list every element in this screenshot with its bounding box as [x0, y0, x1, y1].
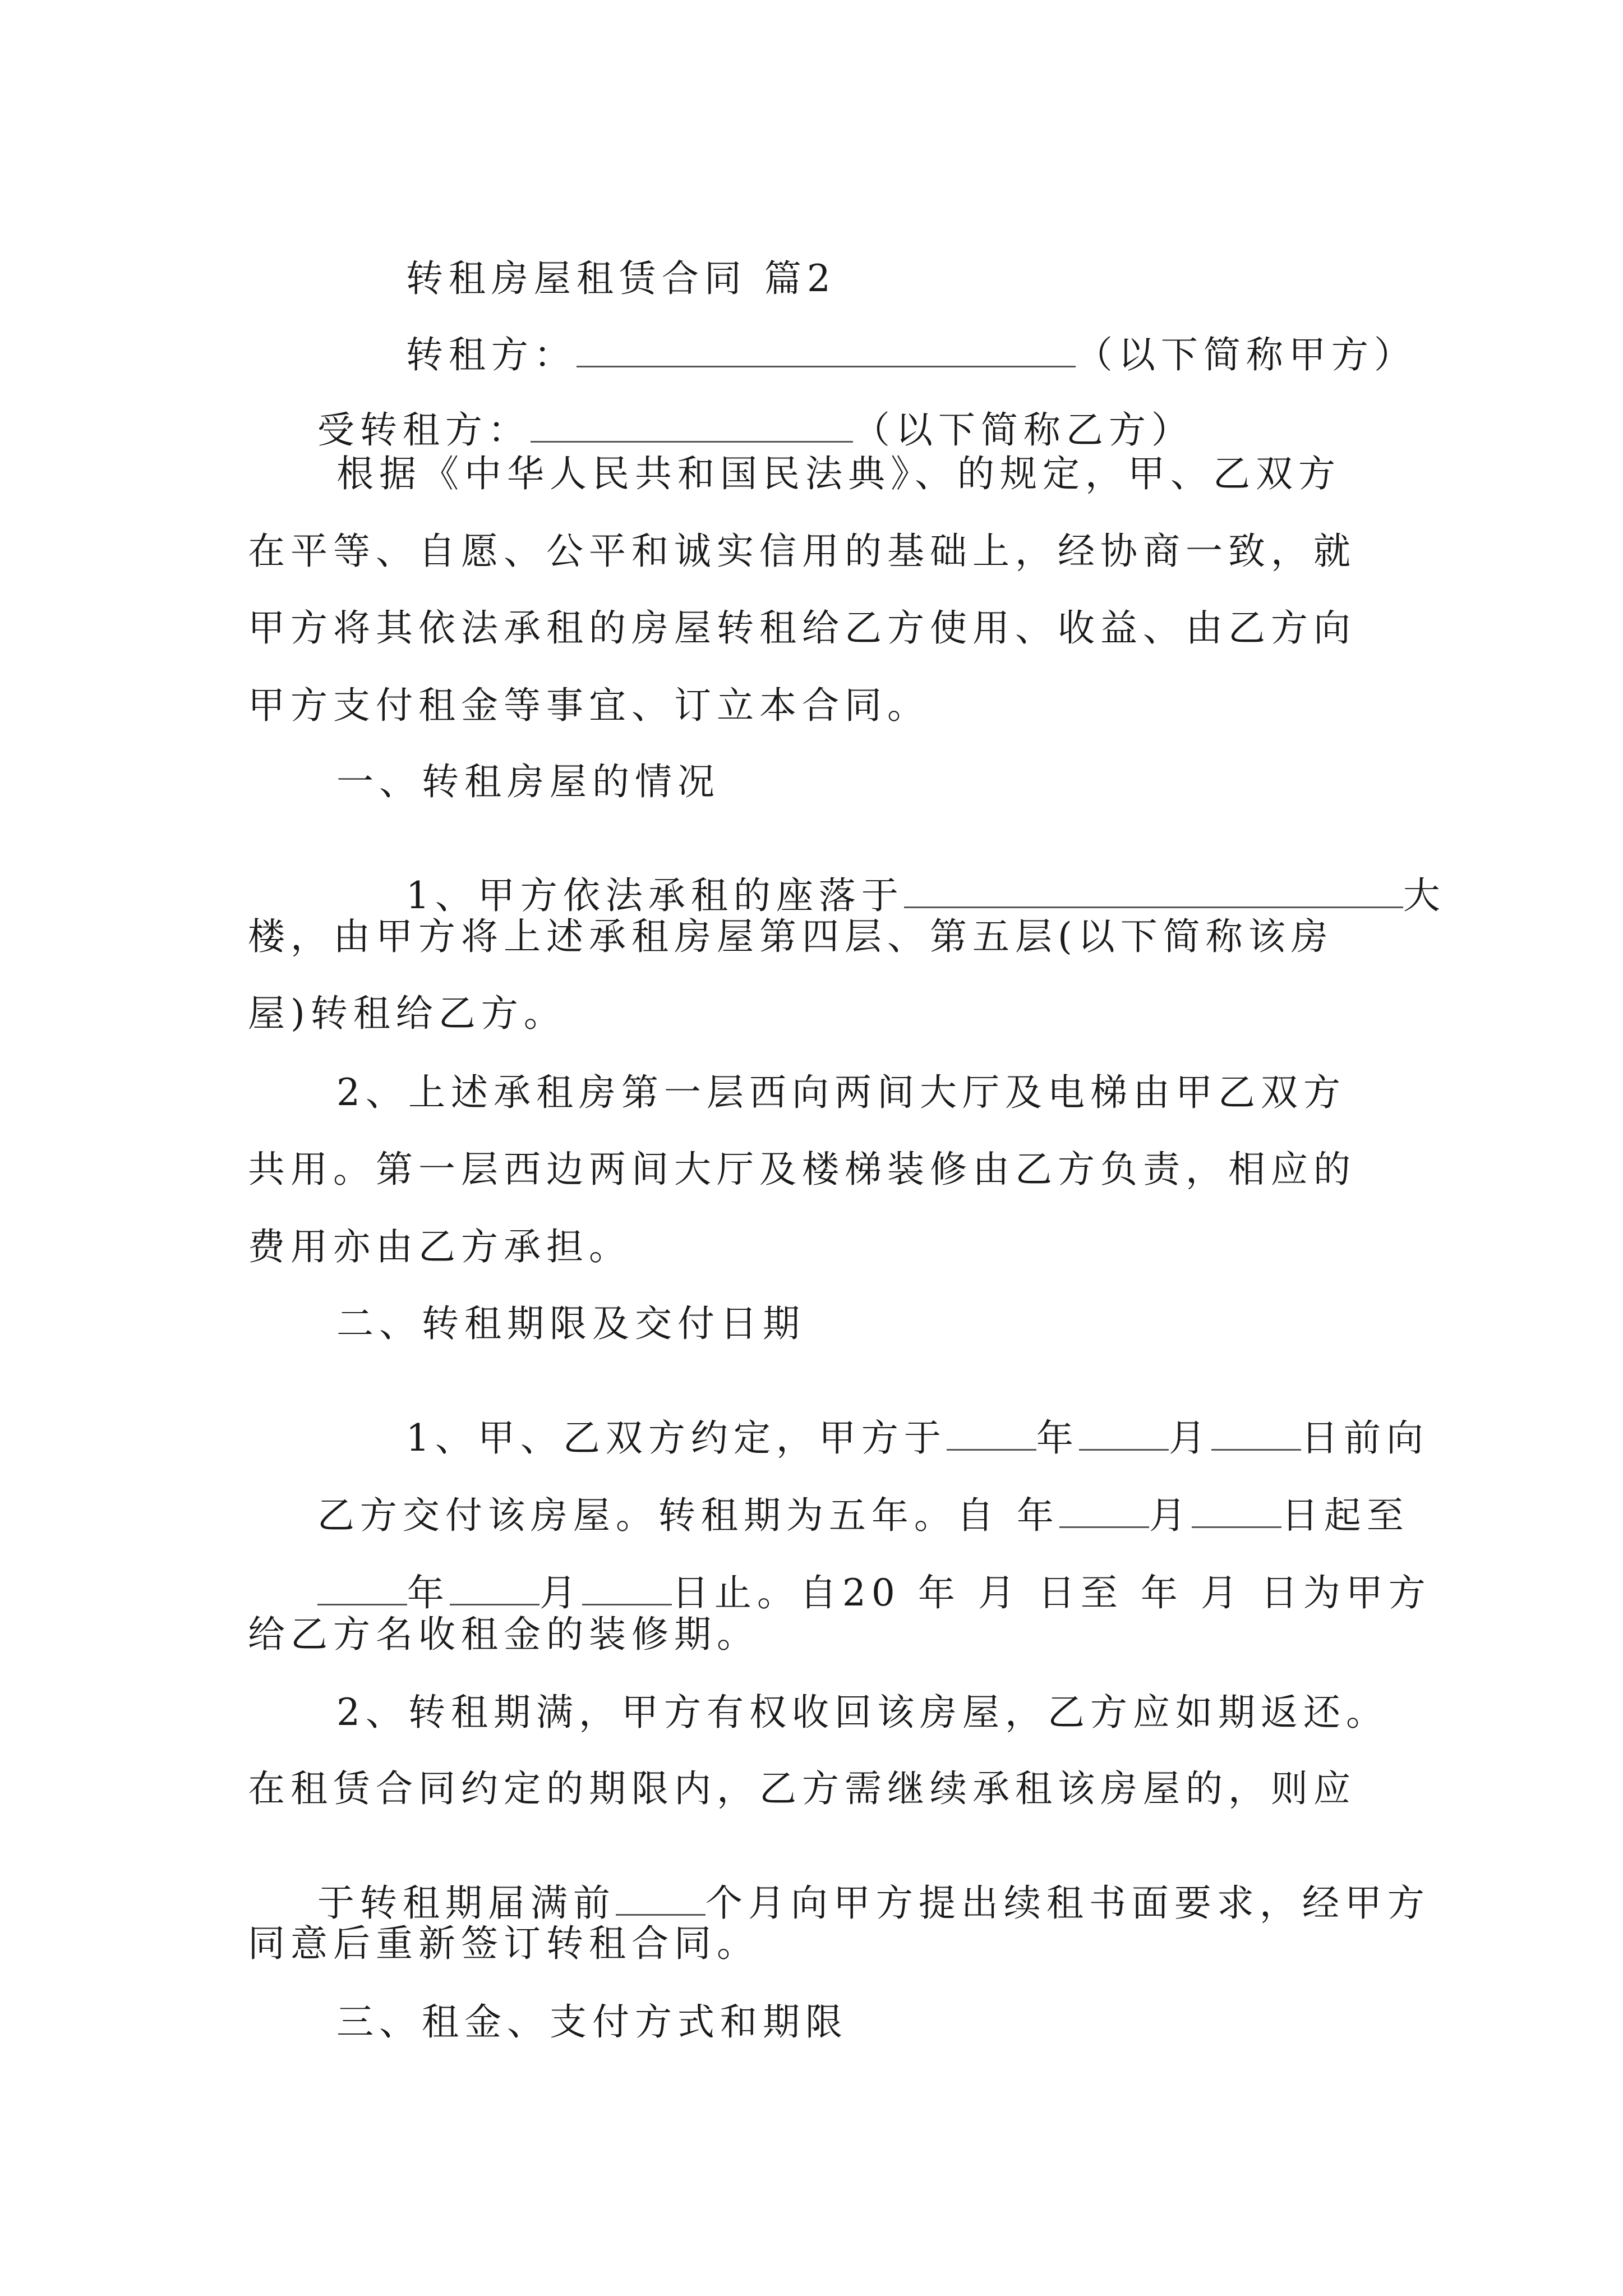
- paragraph-text: 费用亦由乙方承担。: [248, 1225, 631, 1268]
- year-blank: [317, 1575, 407, 1605]
- paragraph-text: 在平等、自愿、公平和诚实信用的基础上，经协商一致，就: [248, 530, 1356, 573]
- paragraph-text: 大: [1403, 874, 1446, 917]
- paragraph-text: 日起至: [1281, 1494, 1409, 1537]
- paragraph-line: [248, 915, 1334, 958]
- months-blank: [616, 1885, 706, 1916]
- paragraph-text: 甲方将其依法承租的房屋转租给乙方使用、收益、由乙方向: [248, 606, 1356, 650]
- section-heading-text: 一、转租房屋的情况: [336, 760, 720, 803]
- paragraph-text: 甲方支付租金等事宜、订立本合同。: [248, 684, 930, 727]
- paragraph-line: [248, 1148, 1356, 1191]
- paragraph-text: 年: [1036, 1416, 1079, 1460]
- paragraph-text: 同意后重新签订转租合同。: [248, 1922, 759, 1965]
- party-a-blank: [577, 337, 1076, 367]
- section-heading-text: 二、转租期限及交付日期: [336, 1302, 805, 1345]
- paragraph-line: [248, 1613, 759, 1656]
- paragraph-text: 于转租期届满前: [317, 1881, 616, 1925]
- paragraph-line: [336, 1071, 1346, 1114]
- section-heading: [336, 1302, 805, 1345]
- paragraph-line: [336, 1691, 1389, 1734]
- paragraph-text: 个月向甲方提出续租书面要求，经甲方: [705, 1881, 1430, 1925]
- section-heading: [336, 760, 720, 803]
- paragraph-text: 月: [539, 1571, 582, 1614]
- paragraph-text: 楼，由甲方将上述承租房屋第四层、第五层(以下简称该房: [248, 915, 1334, 958]
- paragraph-text: 1、甲、乙双方约定，甲方于: [405, 1416, 947, 1460]
- month-blank: [1079, 1420, 1169, 1451]
- party-b-label: 受转租方：: [317, 408, 531, 452]
- paragraph-line: [248, 992, 566, 1035]
- paragraph-text: 根据《中华人民共和国民法典》、的规定，甲、乙双方: [336, 452, 1341, 495]
- party-b-note: （以下简称乙方）: [852, 408, 1194, 452]
- day-blank: [1211, 1420, 1301, 1451]
- paragraph-text: 年: [407, 1571, 450, 1614]
- party-a-label: 转租方：: [405, 333, 577, 376]
- title-text: 转租房屋租赁合同 篇2: [405, 257, 836, 300]
- paragraph-line: [248, 1225, 631, 1268]
- paragraph-line: [336, 452, 1341, 495]
- paragraph-text: 月: [1168, 1416, 1211, 1460]
- paragraph-line: [248, 606, 1356, 650]
- party-b-blank: [531, 412, 853, 443]
- paragraph-text: 月: [1149, 1494, 1192, 1537]
- day-blank: [582, 1575, 672, 1605]
- paragraph-text: 2、转租期满，甲方有权收回该房屋，乙方应如期返还。: [336, 1691, 1389, 1734]
- paragraph-text: 给乙方名收租金的装修期。: [248, 1613, 759, 1656]
- paragraph-line: [248, 684, 930, 727]
- paragraph-text: 共用。第一层西边两间大厅及楼梯装修由乙方负责，相应的: [248, 1148, 1356, 1191]
- party-a-note: （以下简称甲方）: [1075, 333, 1417, 376]
- paragraph-text: 日止。自20 年 月 日至 年 月 日为甲方: [671, 1571, 1431, 1614]
- paragraph-line: [248, 1922, 759, 1965]
- paragraph-text: 2、上述承租房第一层西向两间大厅及电梯由甲乙双方: [336, 1071, 1346, 1114]
- paragraph-text: 乙方交付该房屋。转租期为五年。自 年: [317, 1494, 1059, 1537]
- paragraph-text: 在租赁合同约定的期限内，乙方需继续承租该房屋的，则应: [248, 1767, 1356, 1810]
- section-heading: [336, 2000, 848, 2044]
- month-blank: [450, 1575, 540, 1605]
- paragraph-text: 1、甲方依法承租的座落于: [405, 874, 904, 917]
- section-heading-text: 三、租金、支付方式和期限: [336, 2000, 848, 2044]
- paragraph-text: 日前向: [1301, 1416, 1429, 1460]
- paragraph-line: [248, 530, 1356, 573]
- paragraph-text: 屋)转租给乙方。: [248, 992, 566, 1035]
- location-blank: [904, 877, 1403, 908]
- day-blank: [1192, 1497, 1281, 1528]
- year-blank: [947, 1420, 1036, 1451]
- paragraph-line: [248, 1767, 1356, 1810]
- month-blank: [1059, 1497, 1149, 1528]
